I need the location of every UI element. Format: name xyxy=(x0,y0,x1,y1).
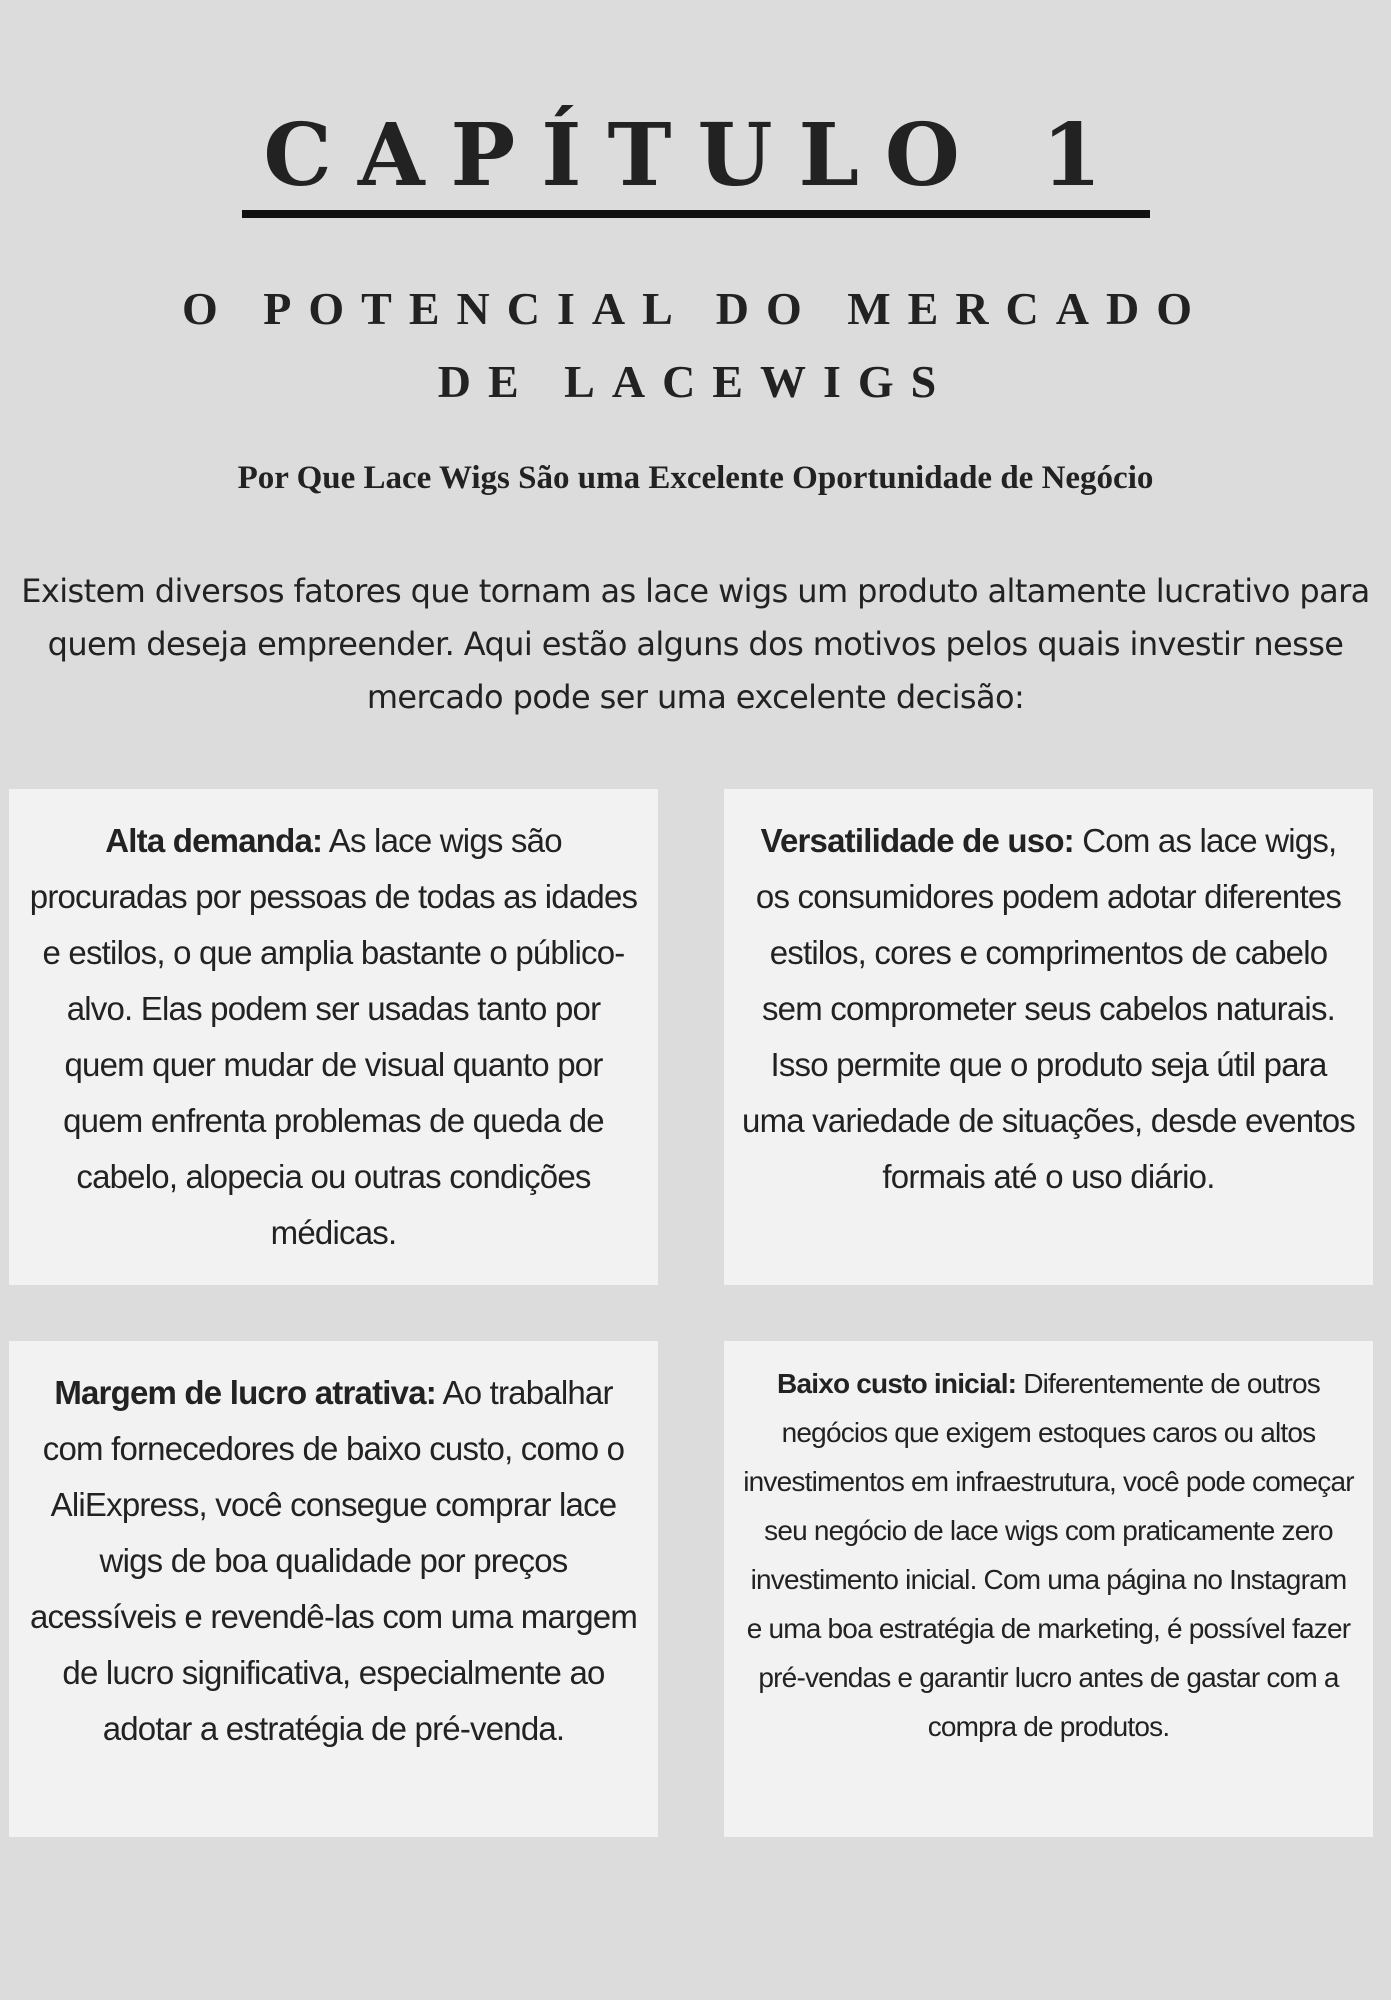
chapter-subtitle: O POTENCIAL DO MERCADO DE LACEWIGS xyxy=(182,283,1209,407)
card-baixo-custo xyxy=(724,1341,1373,1837)
card-margem-lucro xyxy=(9,1341,658,1837)
card-label: Baixo custo inicial: xyxy=(777,1368,1017,1399)
title-divider xyxy=(242,210,1150,218)
card-label: Alta demanda: xyxy=(105,822,323,859)
card-text: As lace wigs são procuradas por pessoas de todas as idades e estilos, o que amplia bastante o público-alvo. Elas podem ser usadas tanto por quem quer mudar de visual quanto por quem enfrenta problemas de queda de cabelo, alopecia ou outras condições médicas. xyxy=(29,822,638,1251)
card-text: Com as lace wigs, os consumidores podem adotar diferentes estilos, cores e comprimentos de cabelo sem comprometer seus cabelos naturais. Isso permite que o produto seja útil para uma variedade de situações, desde eventos formais até o uso diário. xyxy=(742,822,1355,1195)
intro-paragraph: Existem diversos fatores que tornam as lace wigs um produto altamente lucrativo para quem deseja empreender. Aqui estão alguns dos motivos pelos quais investir nesse mercado pode ser uma excelente decisão: xyxy=(21,572,1370,716)
card-label: Margem de lucro atrativa: xyxy=(54,1374,436,1411)
card-label: Versatilidade de uso: xyxy=(760,822,1074,859)
chapter-title: CAPÍTULO 1 xyxy=(263,105,1128,206)
card-alta-demanda xyxy=(9,789,658,1285)
section-heading: Por Que Lace Wigs São uma Excelente Oportunidade de Negócio xyxy=(237,460,1154,496)
card-text: Diferentemente de outros negócios que exigem estoques caros ou altos investimentos em infraestrutura, você pode começar seu negócio de lace wigs com praticamente zero investimento inicial. Com uma página no Instagram e uma boa estratégia de marketing, é possível fazer pré-vendas e garantir lucro antes de gastar com a compra de produtos. xyxy=(743,1368,1354,1742)
card-versatilidade xyxy=(724,789,1373,1285)
card-text: Ao trabalhar com fornecedores de baixo custo, como o AliExpress, você consegue comprar lace wigs de boa qualidade por preços acessíveis e revendê-las com uma margem de lucro significativa, especialmente ao adotar a estratégia de pré-venda. xyxy=(29,1374,638,1747)
